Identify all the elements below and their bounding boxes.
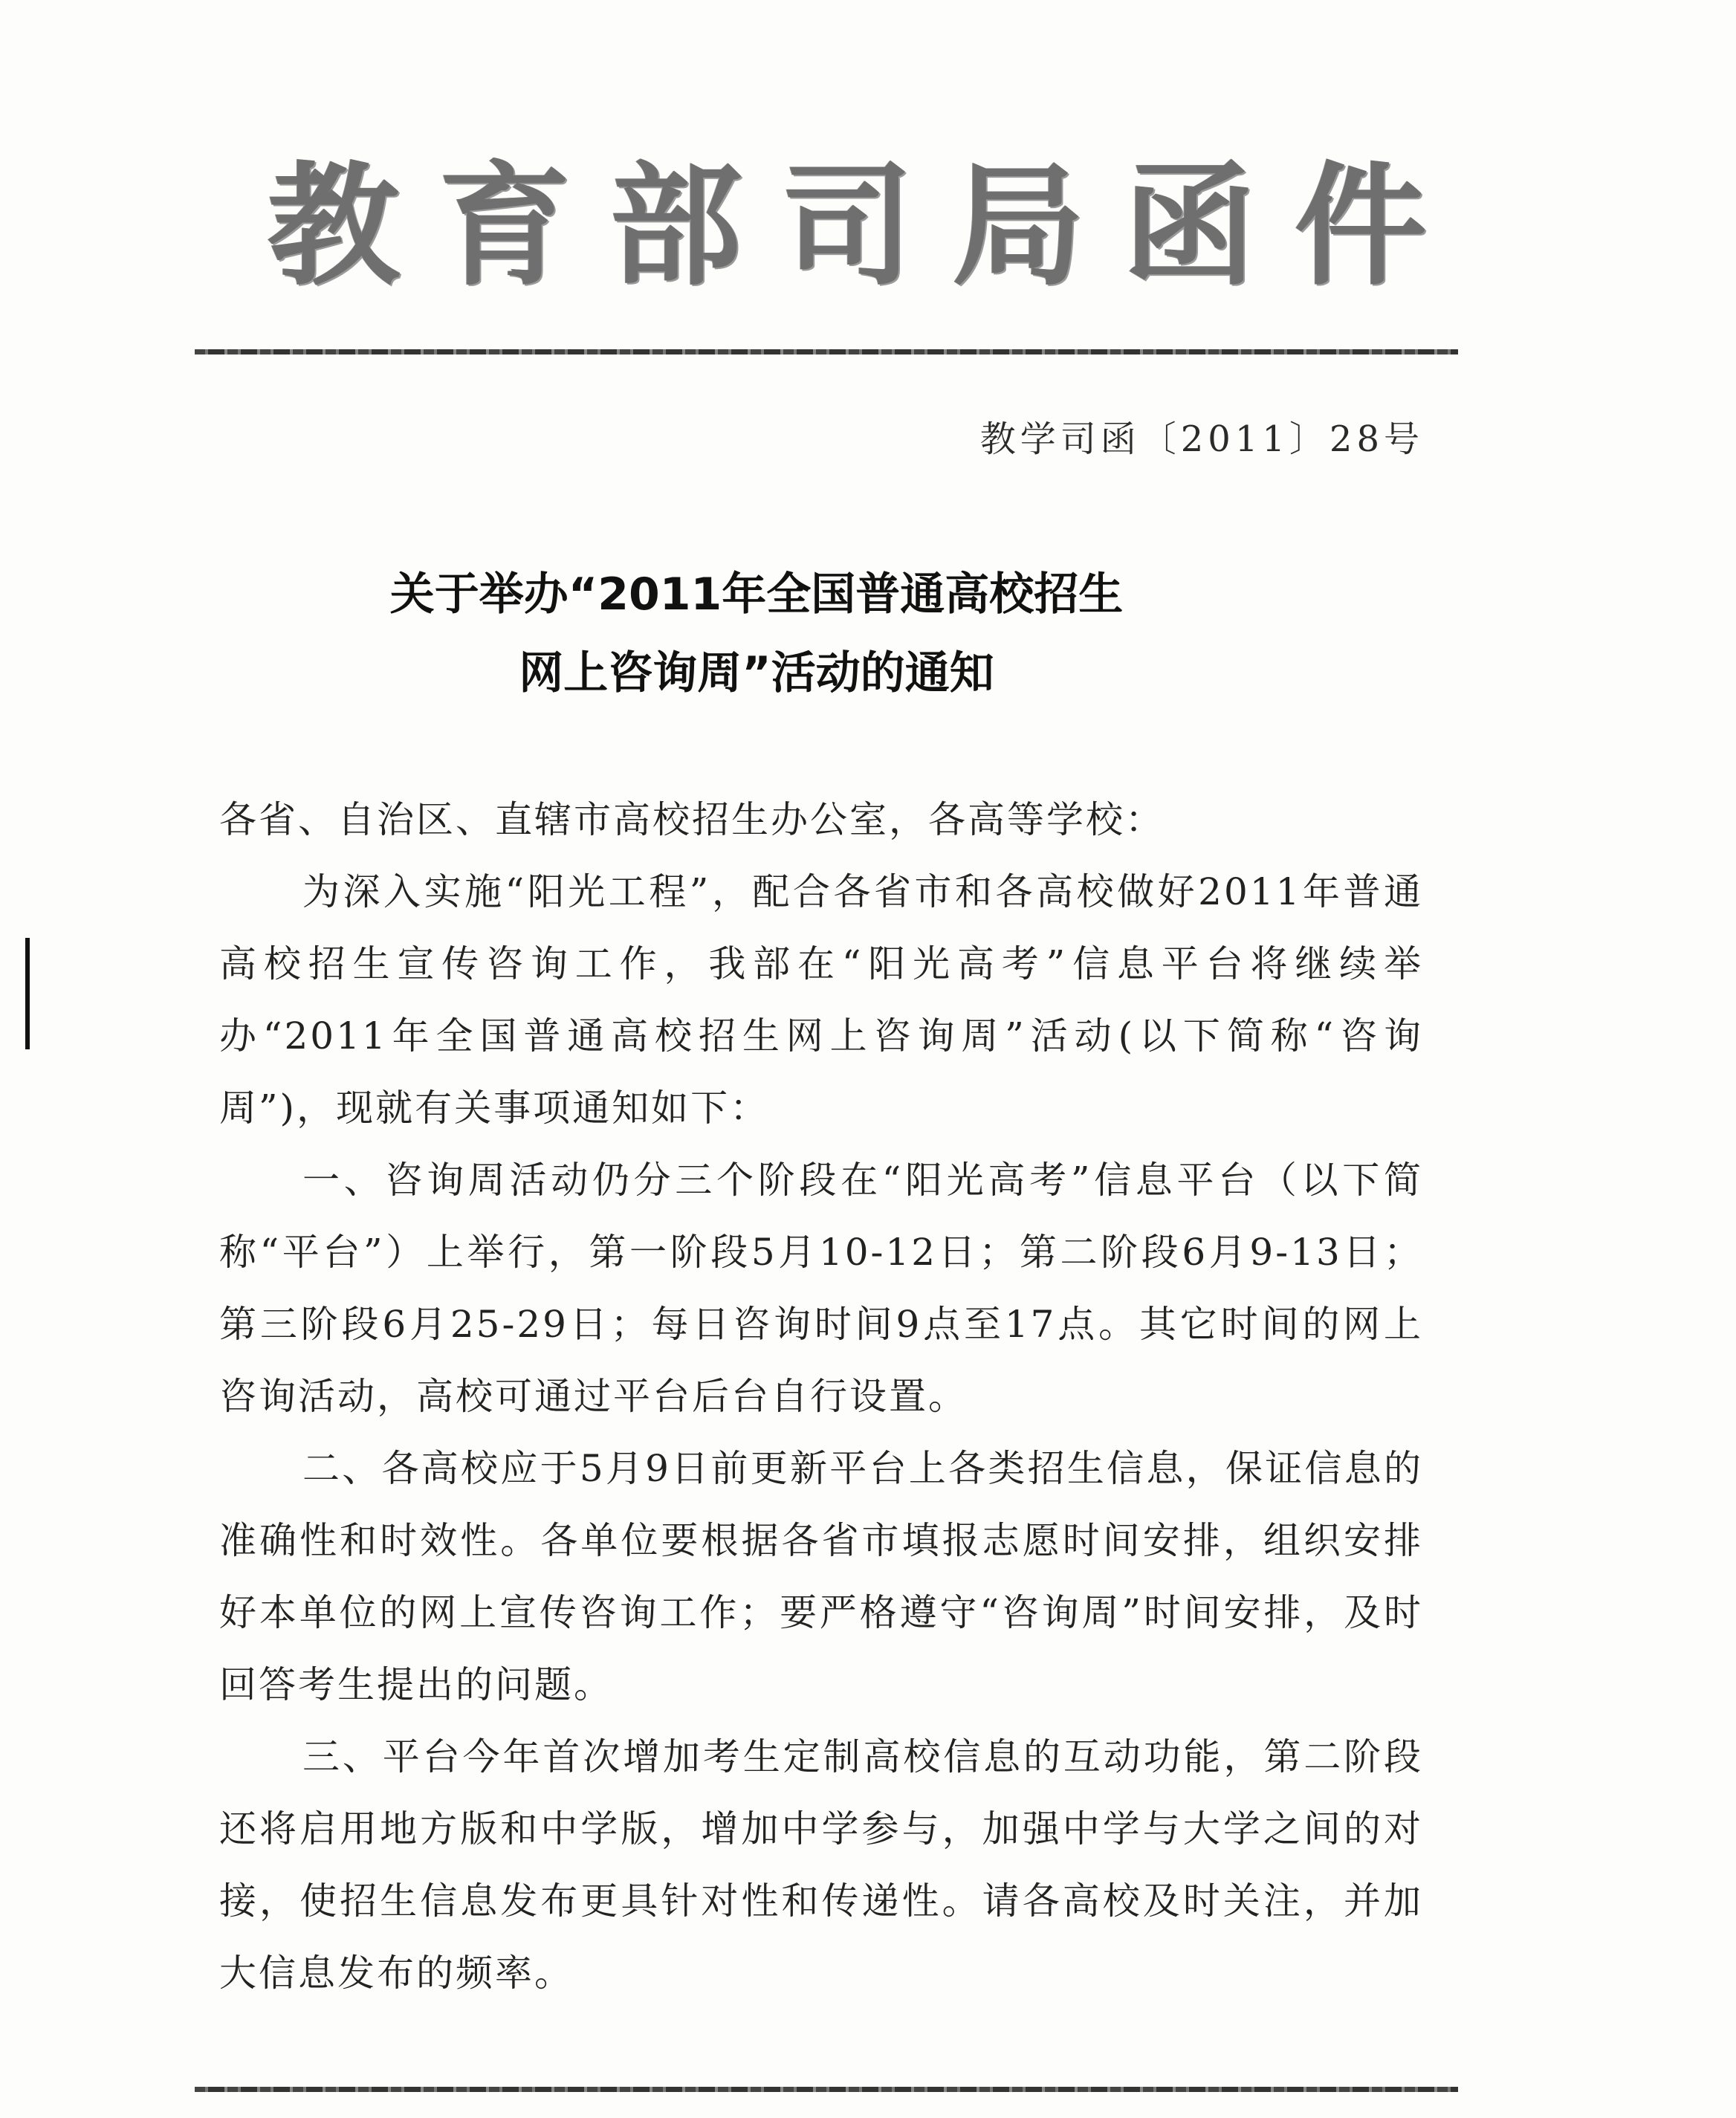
notice-title-line-2: 网上咨询周”活动的通知: [519, 647, 994, 699]
item-2-paragraph: 二、各高校应于5月9日前更新平台上各类招生信息，保证信息的准确性和时效性。各单位要根据各省市填报志愿时间安排，组织安排好本单位的网上宣传咨询工作；要严格遵守“咨询周”时间安排，及时回答考生提出的问题。: [219, 1447, 1423, 1706]
salutation: 各省、自治区、直辖市高校招生办公室，各高等学校：: [219, 798, 1165, 841]
letterhead-divider: [195, 349, 1458, 354]
intro-paragraph: 为深入实施“阳光工程”，配合各省市和各高校做好2011年普通高校招生宣传咨询工作，我部在“阳光高考”信息平台将继续举办“2011年全国普通高校招生网上咨询周”活动(以下简称“咨询周”)，现就有关事项通知如下：: [219, 870, 1423, 1130]
letterhead-char: 育: [438, 148, 571, 303]
document-number: 教学司函〔2011〕28号: [979, 418, 1424, 460]
footer-divider: [195, 2087, 1458, 2092]
margin-mark: [25, 938, 30, 1049]
item-3-paragraph: 三、平台今年首次增加考生定制高校信息的互动功能，第二阶段还将启用地方版和中学版，增加中学参与，加强中学与大学之间的对接，使招生信息发布更具针对性和传递性。请各高校及时关注，并加大信息发布的频率。: [219, 1735, 1423, 1995]
letterhead: [268, 148, 1427, 303]
item-1-paragraph: 一、咨询周活动仍分三个阶段在“阳光高考”信息平台（以下简称“平台”）上举行，第一阶段5月10-12日；第二阶段6月9-13日；第三阶段6月25-29日；每日咨询时间9点至17点。其它时间的网上咨询活动，高校可通过平台后台自行设置。: [219, 1159, 1423, 1418]
notice-title-line-1: 关于举办“2011年全国普通高校招生: [389, 569, 1124, 621]
letterhead-char: 司: [780, 148, 913, 303]
letterhead-char: 件: [1294, 148, 1427, 303]
notice-body: [219, 784, 1423, 2009]
letterhead-char: 部: [609, 148, 742, 303]
letterhead-char: 函: [1123, 148, 1256, 303]
letterhead-char: 教: [268, 148, 400, 303]
letterhead-char: 局: [952, 148, 1085, 303]
